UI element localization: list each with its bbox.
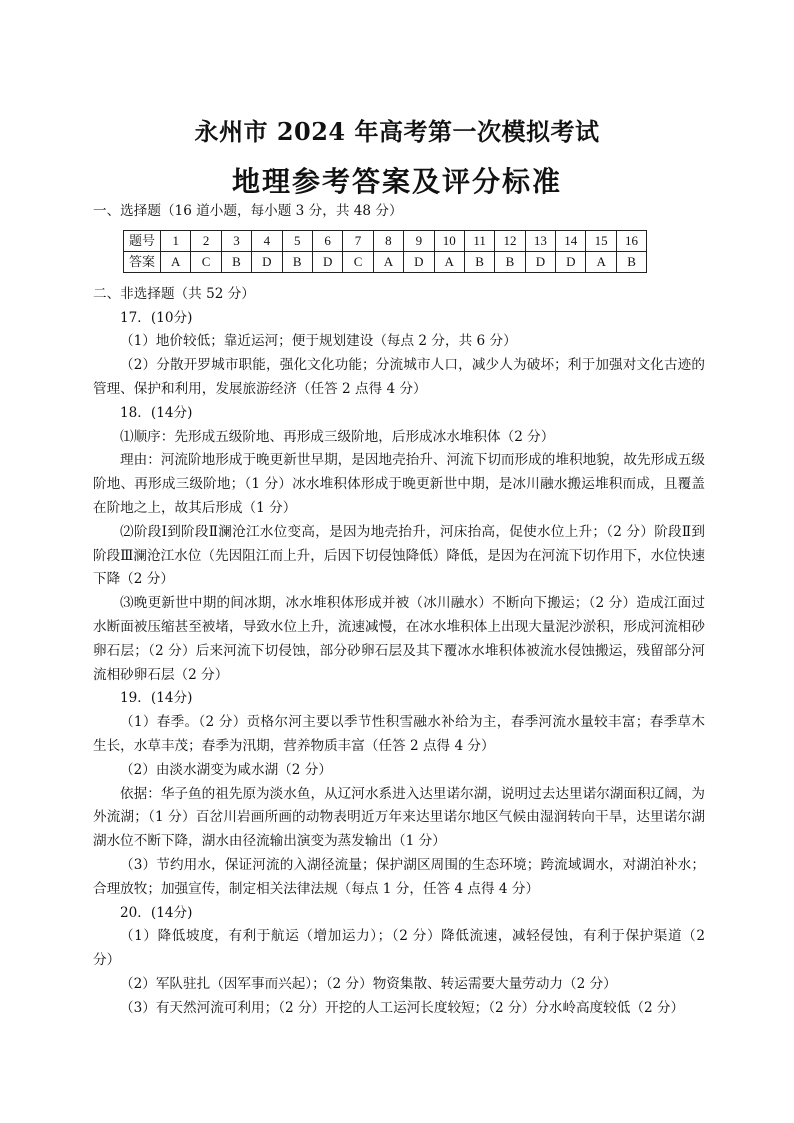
q17-number: 17．(10分) — [120, 309, 193, 326]
table-cell: 1 — [161, 230, 191, 251]
table-cell: B — [464, 251, 494, 272]
table-cell: D — [404, 251, 434, 272]
section1-heading: 一、选择题（16 道小题，每小题 3 分，共 48 分） — [93, 203, 403, 219]
table-cell: C — [343, 251, 373, 272]
q18-answer-2: ⑵阶段Ⅰ到阶段Ⅱ澜沧江水位变高，是因为地壳抬升，河床抬高，促使水位上升；（2 分）阶段Ⅱ到阶段Ⅲ澜沧江水位（先因阻江而上升，后因下切侵蚀降低）降低，是因为在河流下切作用下，水位快速下降（2 分） — [93, 523, 705, 588]
table-cell: D — [556, 251, 586, 272]
q19-answer-1: （1）春季。（2 分）贡格尔河主要以季节性积雪融水补给为主，春季河流水量较丰富；春季草木生长，水草丰茂；春季为汛期，营养物质丰富（任答 2 点得 4 分） — [93, 714, 705, 754]
q19-answer-3: （3）节约用水，保证河流的入湖径流量；保护湖区周围的生态环境；跨流域调水，对湖泊补水；合理放牧；加强宣传，制定相关法律法规（每点 1 分，任答 4 点得 4 分） — [93, 856, 705, 897]
table-cell: 8 — [373, 230, 403, 251]
table-cell: 6 — [312, 230, 342, 251]
table-cell: D — [252, 251, 282, 272]
document-body — [93, 200, 705, 1021]
q18-answer-1-reason: 理由：河流阶地形成于晚更新世早期，是因地壳抬升、河流下切而形成的堆积地貌，故先形成五级阶地、再形成三级阶地；（1 分）冰水堆积体形成于晚更新世中期，是冰川融水搬运堆积而成，且覆盖在阶地之上，故其后形成（1 分） — [93, 452, 705, 516]
table-cell: A — [161, 251, 191, 272]
q20-answer-3: （3）有天然河流可利用；（2 分）开挖的人工运河长度较短；（2 分）分水岭高度较低（2 分） — [120, 999, 685, 1016]
table-cell: C — [191, 251, 221, 272]
table-cell: 7 — [343, 230, 373, 251]
table-cell: 3 — [221, 230, 251, 251]
q19-number: 19．(14分) — [120, 690, 193, 707]
table-cell: D — [525, 251, 555, 272]
table-cell: B — [221, 251, 251, 272]
table-cell: 14 — [556, 230, 586, 251]
row-label-answers: 答案 — [124, 251, 161, 272]
q19-answer-2: （2）由淡水湖变为咸水湖（2 分） — [120, 761, 332, 778]
table-cell: 10 — [434, 230, 464, 251]
table-cell: A — [434, 251, 464, 272]
table-cell: 12 — [495, 230, 525, 251]
q20-answer-2: （2）军队驻扎（因军事而兴起）；（2 分）物资集散、转运需要大量劳动力（2 分） — [120, 975, 617, 992]
q17-answer-1: （1）地价较低；靠近运河；便于规划建设（每点 2 分，共 6 分） — [120, 333, 517, 350]
q18-answer-3: ⑶晚更新世中期的间冰期，冰水堆积体形成并被（冰川融水）不断向下搬运；（2 分）造成江面过水断面被压缩甚至被堵，导致水位上升，流速减慢，在冰水堆积体上出现大量泥沙淤积，形成河流相砂卵石层；（2 分）后来河流下切侵蚀，部分砂卵石层及其下覆冰水堆积体被流水侵蚀搬运，残留部分河流相砂卵石层（2 分） — [93, 595, 705, 683]
q20-answer-1: （1）降低坡度，有利于航运（增加运力）；（2 分）降低流速，减轻侵蚀，有利于保护渠道（2 分） — [93, 928, 705, 969]
table-cell: B — [495, 251, 525, 272]
section2-heading: 二、非选择题（共 52 分） — [93, 285, 255, 302]
q18-number: 18．(14分) — [120, 404, 193, 421]
table-cell: B — [282, 251, 312, 272]
q17-answer-2: （2）分散开罗城市职能，强化文化功能；分流城市人口，减少人为破坏；利于加强对文化古迹的管理、保护和利用，发展旅游经济（任答 2 点得 4 分） — [93, 357, 705, 397]
table-cell: 9 — [404, 230, 434, 251]
table-cell: 11 — [464, 230, 494, 251]
page-title: 永州市 2024 年高考第一次模拟考试 — [194, 117, 600, 146]
table-cell: 4 — [252, 230, 282, 251]
table-cell: 5 — [282, 230, 312, 251]
page-subtitle: 地理参考答案及评分标准 — [231, 165, 562, 198]
table-cell: B — [616, 251, 646, 272]
row-label-numbers: 题号 — [124, 230, 161, 251]
table-cell: 15 — [586, 230, 616, 251]
q18-answer-1: ⑴顺序：先形成五级阶地、再形成三级阶地，后形成冰水堆积体（2 分） — [120, 428, 555, 445]
table-cell: D — [312, 251, 342, 272]
table-cell: 13 — [525, 230, 555, 251]
q20-number: 20．(14分) — [120, 904, 193, 921]
table-cell: 16 — [616, 230, 646, 251]
answer-table — [123, 230, 647, 273]
table-row-answers — [124, 251, 647, 272]
table-cell: A — [373, 251, 403, 272]
table-cell: 2 — [191, 230, 221, 251]
table-row-numbers — [124, 230, 647, 251]
table-cell: A — [586, 251, 616, 272]
q19-answer-2-basis: 依据：华子鱼的祖先原为淡水鱼，从辽河水系进入达里诺尔湖，说明过去达里诺尔湖面积辽阔，为外流湖；（1 分）百岔川岩画所画的动物表明近万年来达里诺尔地区气候由湿润转向干旱，达里诺尔湖湖水位不断下降，湖水由径流输出演变为蒸发输出（1 分） — [93, 785, 705, 850]
